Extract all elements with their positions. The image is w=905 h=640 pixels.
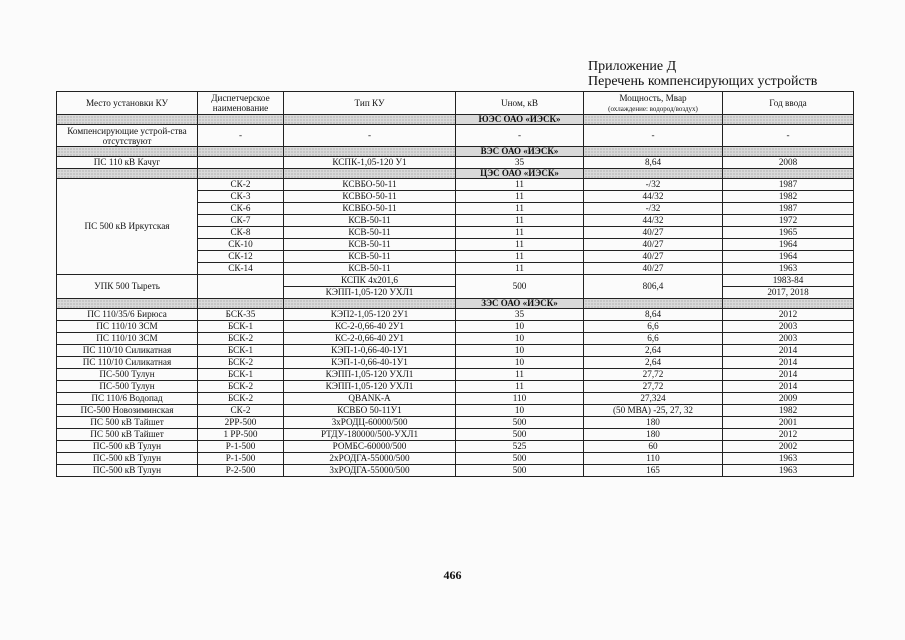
cell-power: 2,64 [584, 345, 723, 357]
cell-unom: 11 [456, 191, 584, 203]
cell-year: 1972 [723, 215, 854, 227]
cell-type: КСВ-50-11 [284, 215, 456, 227]
cell-year: 2014 [723, 345, 854, 357]
cell-place: ПС 110 кВ Качуг [57, 157, 198, 169]
cell-year: 2012 [723, 309, 854, 321]
appendix-title: Приложение Д [588, 59, 677, 74]
page-number: 466 [443, 568, 462, 582]
cell-dispatch: БСК-2 [198, 393, 284, 405]
cell-dispatch: Р-1-500 [198, 453, 284, 465]
cell-year: 1963 [723, 263, 854, 275]
cell-year: 1987 [723, 179, 854, 191]
cell-year: 2014 [723, 357, 854, 369]
cell-type: 3хРОДЦ-60000/500 [284, 417, 456, 429]
cell-place: ПС-500 Тулун [57, 369, 198, 381]
cell-power: 180 [584, 429, 723, 441]
cell-type: КС-2-0,66-40 2У1 [284, 333, 456, 345]
cell-year: 1964 [723, 239, 854, 251]
cell-type: КСВ-50-11 [284, 251, 456, 263]
cell-type: КСВ-50-11 [284, 227, 456, 239]
region-row-zes [57, 299, 854, 309]
table-row [57, 321, 854, 333]
region-row-ves [57, 147, 854, 157]
cell-unom: 525 [456, 441, 584, 453]
header-dispatch-name [198, 92, 284, 115]
cell-place: ПС 110/10 Силикатная [57, 357, 198, 369]
cell-unom: 10 [456, 321, 584, 333]
cell-type: 3хРОДГА-55000/500 [284, 465, 456, 477]
cell-type: 2хРОДГА-55000/500 [284, 453, 456, 465]
cell-year: 2002 [723, 441, 854, 453]
cell-dispatch: СК-12 [198, 251, 284, 263]
cell-year: 1982 [723, 405, 854, 417]
region-name-yues: ЮЭС ОАО «ИЭСК» [456, 115, 584, 125]
region-row-yues [57, 115, 854, 125]
cell-year: 2003 [723, 333, 854, 345]
header-unom: Uном, кВ [456, 92, 584, 115]
cell-type: КЭП-1-0,66-40-1У1 [284, 345, 456, 357]
cell-dispatch: БСК-2 [198, 357, 284, 369]
appendix-heading [588, 59, 817, 89]
cell-unom: 11 [456, 251, 584, 263]
cell-unom: 11 [456, 369, 584, 381]
header-power-line1: Мощность, Мвар [619, 92, 687, 103]
compensating-devices-table [56, 91, 854, 477]
cell-power: -/32 [584, 179, 723, 191]
cell-place: ПС-500 кВ Тулун [57, 453, 198, 465]
cell-dispatch: СК-3 [198, 191, 284, 203]
cell-power: 8,64 [584, 157, 723, 169]
cell-year: 1963 [723, 465, 854, 477]
cell-place: Компенсирующие устрой-ства отсутствуют [57, 125, 198, 147]
cell-type: КСВБО 50-11У1 [284, 405, 456, 417]
cell-year: 1982 [723, 191, 854, 203]
table-row [57, 275, 854, 287]
cell-type: - [284, 125, 456, 147]
cell-dispatch-tyret [198, 275, 284, 299]
cell-place: ПС-500 кВ Тулун [57, 441, 198, 453]
cell-power: 6,6 [584, 321, 723, 333]
cell-year: 1965 [723, 227, 854, 239]
cell-type: КС-2-0,66-40 2У1 [284, 321, 456, 333]
cell-power: 165 [584, 465, 723, 477]
cell-power-tyret: 806,4 [584, 275, 723, 299]
cell-power: 6,6 [584, 333, 723, 345]
cell-unom: 11 [456, 239, 584, 251]
cell-dispatch: Р-1-500 [198, 441, 284, 453]
header-power [584, 92, 723, 115]
cell-unom: 10 [456, 333, 584, 345]
cell-power: 180 [584, 417, 723, 429]
cell-place: ПС 110/10 ЗСМ [57, 333, 198, 345]
cell-unom: 10 [456, 405, 584, 417]
cell-type: КЭПП-1,05-120 УХЛ1 [284, 287, 456, 299]
cell-year: 1987 [723, 203, 854, 215]
header-row [57, 92, 854, 115]
cell-unom: 10 [456, 345, 584, 357]
cell-unom-tyret: 500 [456, 275, 584, 299]
cell-power: 60 [584, 441, 723, 453]
cell-dispatch: СК-2 [198, 179, 284, 191]
cell-place: ПС 110/10 ЗСМ [57, 321, 198, 333]
cell-place: ПС-500 кВ Тулун [57, 465, 198, 477]
cell-dispatch: БСК-1 [198, 345, 284, 357]
table-row [57, 453, 854, 465]
cell-type: КСВБО-50-11 [284, 179, 456, 191]
table-row [57, 333, 854, 345]
cell-type: КЭП2-1,05-120 2У1 [284, 309, 456, 321]
cell-year: 2009 [723, 393, 854, 405]
table-row [57, 405, 854, 417]
cell-power: 40/27 [584, 239, 723, 251]
cell-year: 2014 [723, 369, 854, 381]
cell-unom: 11 [456, 203, 584, 215]
cell-dispatch: СК-10 [198, 239, 284, 251]
cell-type: КЭПП-1,05-120 УХЛ1 [284, 369, 456, 381]
cell-unom: 500 [456, 453, 584, 465]
cell-unom: 35 [456, 309, 584, 321]
cell-year: - [723, 125, 854, 147]
cell-year: 2003 [723, 321, 854, 333]
cell-year: 1963 [723, 453, 854, 465]
cell-power: (50 МВА) -25, 27, 32 [584, 405, 723, 417]
cell-year: 2008 [723, 157, 854, 169]
cell-power: 44/32 [584, 215, 723, 227]
cell-unom: 11 [456, 227, 584, 239]
cell-type: КСВБО-50-11 [284, 191, 456, 203]
cell-year: 1983-84 [723, 275, 854, 287]
cell-place: ПС-500 Тулун [57, 381, 198, 393]
cell-dispatch: СК-6 [198, 203, 284, 215]
header-dispatch-line2: наименование [212, 103, 269, 113]
region-name-ves: ВЭС ОАО «ИЭСК» [456, 147, 584, 157]
cell-unom: 10 [456, 357, 584, 369]
cell-place: ПС-500 Новозиминская [57, 405, 198, 417]
cell-place: ПС 500 кВ Тайшет [57, 429, 198, 441]
cell-unom: 11 [456, 179, 584, 191]
table-row [57, 429, 854, 441]
cell-type: РТДУ-180000/500-УХЛ1 [284, 429, 456, 441]
appendix-subtitle: Перечень компенсирующих устройств [588, 74, 818, 89]
cell-unom: 500 [456, 417, 584, 429]
cell-place: ПС 110/6 Водопад [57, 393, 198, 405]
cell-dispatch: - [198, 125, 284, 147]
cell-type: КСВБО-50-11 [284, 203, 456, 215]
cell-power: -/32 [584, 203, 723, 215]
cell-unom: 500 [456, 465, 584, 477]
cell-power: 110 [584, 453, 723, 465]
cell-place: ПС 110/10 Силикатная [57, 345, 198, 357]
cell-type: КСВ-50-11 [284, 263, 456, 275]
cell-place-irkutsk: ПС 500 кВ Иркутская [57, 179, 198, 275]
header-dispatch-line1: Диспетчерское [211, 93, 270, 103]
cell-dispatch: 1 РР-500 [198, 429, 284, 441]
cell-type: КЭП-1-0,66-40-1У1 [284, 357, 456, 369]
cell-year: 1964 [723, 251, 854, 263]
cell-dispatch [198, 157, 284, 169]
cell-power: 40/27 [584, 263, 723, 275]
cell-unom: - [456, 125, 584, 147]
cell-dispatch: Р-2-500 [198, 465, 284, 477]
cell-power: 27,324 [584, 393, 723, 405]
cell-unom: 110 [456, 393, 584, 405]
cell-type: QBANK-A [284, 393, 456, 405]
cell-power: - [584, 125, 723, 147]
table-row [57, 157, 854, 169]
region-row-tses [57, 169, 854, 179]
cell-dispatch: 2РР-500 [198, 417, 284, 429]
table-row [57, 381, 854, 393]
cell-dispatch: СК-14 [198, 263, 284, 275]
cell-type: КСВ-50-11 [284, 239, 456, 251]
table-row [57, 417, 854, 429]
cell-dispatch: БСК-2 [198, 333, 284, 345]
header-power-line2: (охлаждение: водород/воздух) [608, 104, 698, 113]
table-row [57, 309, 854, 321]
header-place: Место установки КУ [57, 92, 198, 115]
table-row [57, 345, 854, 357]
cell-dispatch: СК-7 [198, 215, 284, 227]
cell-place-tyret: УПК 500 Тырeть [57, 275, 198, 299]
cell-power: 27,72 [584, 369, 723, 381]
cell-year: 2014 [723, 381, 854, 393]
table-row [57, 179, 854, 191]
table-row [57, 369, 854, 381]
cell-power: 40/27 [584, 227, 723, 239]
header-year: Год ввода [723, 92, 854, 115]
cell-place: ПС 500 кВ Тайшет [57, 417, 198, 429]
cell-type: КСПК-1,05-120 У1 [284, 157, 456, 169]
cell-type: КЭПП-1,05-120 УХЛ1 [284, 381, 456, 393]
cell-type: РОМБС-60000/500 [284, 441, 456, 453]
cell-dispatch: БСК-2 [198, 381, 284, 393]
cell-unom: 500 [456, 429, 584, 441]
zes-rows [57, 309, 854, 477]
cell-unom: 35 [456, 157, 584, 169]
cell-place: ПС 110/35/6 Бирюса [57, 309, 198, 321]
cell-year: 2001 [723, 417, 854, 429]
region-name-zes: ЗЭС ОАО «ИЭСК» [456, 299, 584, 309]
region-name-tses: ЦЭС ОАО «ИЭСК» [456, 169, 584, 179]
cell-power: 44/32 [584, 191, 723, 203]
cell-type: КСПК 4х201,6 [284, 275, 456, 287]
cell-dispatch: БСК-1 [198, 369, 284, 381]
cell-power: 8,64 [584, 309, 723, 321]
cell-dispatch: БСК-35 [198, 309, 284, 321]
cell-power: 27,72 [584, 381, 723, 393]
header-type: Тип КУ [284, 92, 456, 115]
cell-power: 2,64 [584, 357, 723, 369]
cell-year: 2017, 2018 [723, 287, 854, 299]
cell-unom: 11 [456, 381, 584, 393]
table-row [57, 125, 854, 147]
cell-year: 2012 [723, 429, 854, 441]
cell-unom: 11 [456, 215, 584, 227]
table-row [57, 393, 854, 405]
cell-dispatch: СК-8 [198, 227, 284, 239]
table-row [57, 465, 854, 477]
cell-dispatch: СК-2 [198, 405, 284, 417]
cell-dispatch: БСК-1 [198, 321, 284, 333]
cell-power: 40/27 [584, 251, 723, 263]
table-row [57, 357, 854, 369]
table-row [57, 441, 854, 453]
cell-unom: 11 [456, 263, 584, 275]
